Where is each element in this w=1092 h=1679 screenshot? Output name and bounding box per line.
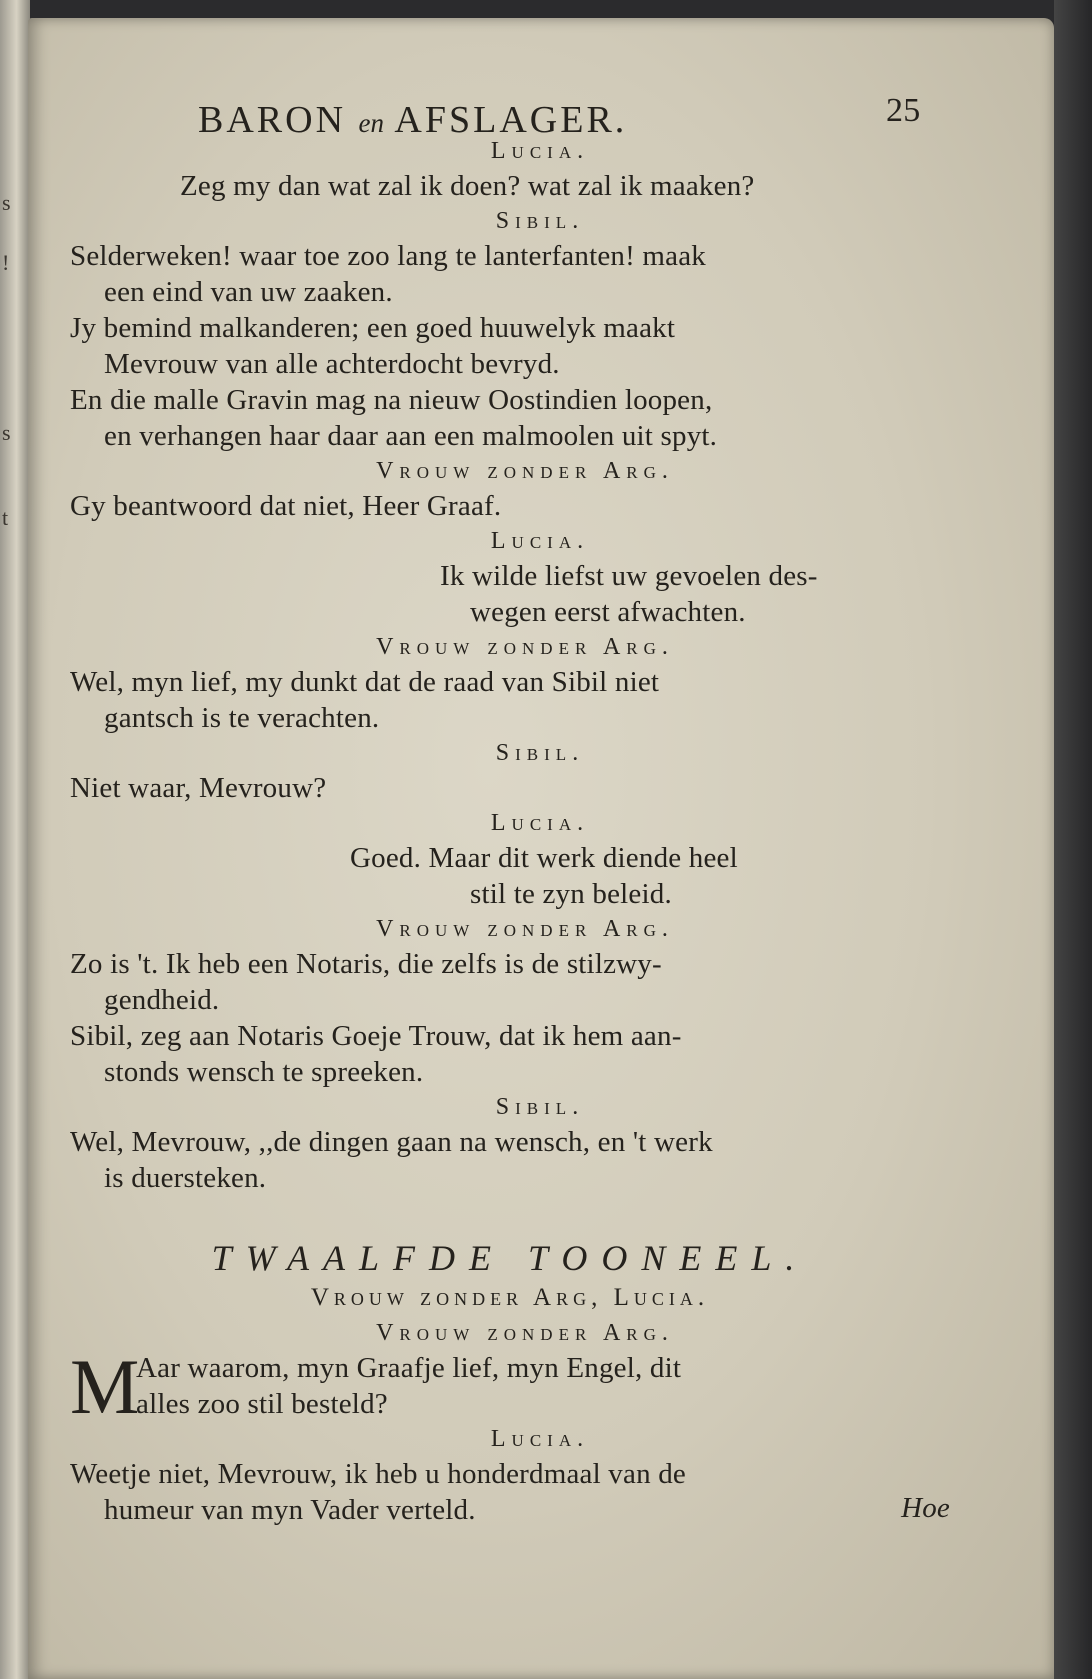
- text-line: Wel, Mevrouw, ,,de dingen gaan na wensch, en 't werk: [70, 1126, 713, 1158]
- speaker-lucia: Lucia.: [490, 138, 590, 164]
- last-line-row: [70, 1492, 950, 1528]
- text-line: en verhangen haar daar aan een malmoolen uit spyt.: [104, 420, 718, 452]
- scene-title: TWAALFDE TOONEEL.: [211, 1238, 809, 1278]
- speaker-lucia: Lucia.: [490, 810, 590, 836]
- speaker-lucia: Lucia.: [490, 1426, 590, 1452]
- text-line: Weetje niet, Mevrouw, ik heb u honderdmaal van de: [70, 1458, 686, 1490]
- scene-cast: Vrouw zonder Arg, Lucia.: [310, 1284, 710, 1311]
- text-line: En die malle Gravin mag na nieuw Oostindien loopen,: [70, 384, 713, 416]
- text-line: Gy beantwoord dat niet, Heer Graaf.: [70, 490, 502, 522]
- text-line: stil te zyn beleid.: [470, 878, 672, 910]
- text-line: Mevrouw van alle achterdocht bevryd.: [104, 348, 560, 380]
- adjacent-page-edge: [0, 0, 30, 1679]
- text-line: Wel, myn lief, my dunkt dat de raad van Sibil niet: [70, 666, 660, 698]
- text-line: alles zoo stil besteld?: [136, 1388, 388, 1420]
- margin-mark: !: [2, 250, 10, 275]
- text-line: Ik wilde liefst uw gevoelen des-: [440, 560, 818, 592]
- book-cover-edge: [1054, 0, 1092, 1679]
- margin-mark: t: [2, 505, 9, 530]
- text-line: is duersteken.: [104, 1162, 267, 1194]
- margin-mark: s: [2, 190, 11, 215]
- text-line: Sibil, zeg aan Notaris Goeje Trouw, dat ik hem aan-: [70, 1020, 682, 1052]
- speaker-vrouw-zonder-arg: Vrouw zonder Arg.: [376, 1320, 674, 1346]
- page-number: 25: [886, 92, 921, 129]
- running-head: BARON en AFSLAGER.: [198, 99, 628, 141]
- opening-paragraph: [70, 1343, 950, 1430]
- speaker-vrouw-zonder-arg: Vrouw zonder Arg.: [376, 916, 674, 942]
- catchword: Hoe: [901, 1492, 950, 1524]
- text-line: Zo is 't. Ik heb een Notaris, die zelfs is de stilzwy-: [70, 948, 662, 980]
- text-line: wegen eerst afwachten.: [470, 596, 746, 628]
- speaker-vrouw-zonder-arg: Vrouw zonder Arg.: [376, 634, 674, 660]
- page-text: [70, 70, 950, 1528]
- text-line: Selderweken! waar toe zoo lang te lanterfanten! maak: [70, 240, 707, 272]
- page-header: [70, 70, 950, 141]
- speaker-sibil: Sibil.: [495, 208, 585, 234]
- text-line: Zeg my dan wat zal ik doen? wat zal ik maaken?: [180, 170, 755, 202]
- text-line: stonds wensch te spreeken.: [104, 1056, 424, 1088]
- speaker-sibil: Sibil.: [495, 1094, 585, 1120]
- margin-mark: s: [2, 420, 11, 445]
- text-line: Goed. Maar dit werk diende heel: [350, 842, 738, 874]
- text-line: Niet waar, Mevrouw?: [70, 772, 327, 804]
- text-line: Jy bemind malkanderen; een goed huuwelyk maakt: [70, 312, 676, 344]
- text-line: gantsch is te verachten.: [104, 702, 380, 734]
- text-line: Aar waarom, myn Graafje lief, myn Engel, dit: [136, 1352, 682, 1384]
- drop-cap: M: [70, 1343, 140, 1430]
- text-line: gendheid.: [104, 984, 220, 1016]
- speaker-vrouw-zonder-arg: Vrouw zonder Arg.: [376, 458, 674, 484]
- speaker-sibil: Sibil.: [495, 740, 585, 766]
- speaker-lucia: Lucia.: [490, 528, 590, 554]
- text-line: een eind van uw zaaken.: [104, 276, 393, 308]
- text-line: humeur van myn Vader verteld.: [104, 1494, 476, 1526]
